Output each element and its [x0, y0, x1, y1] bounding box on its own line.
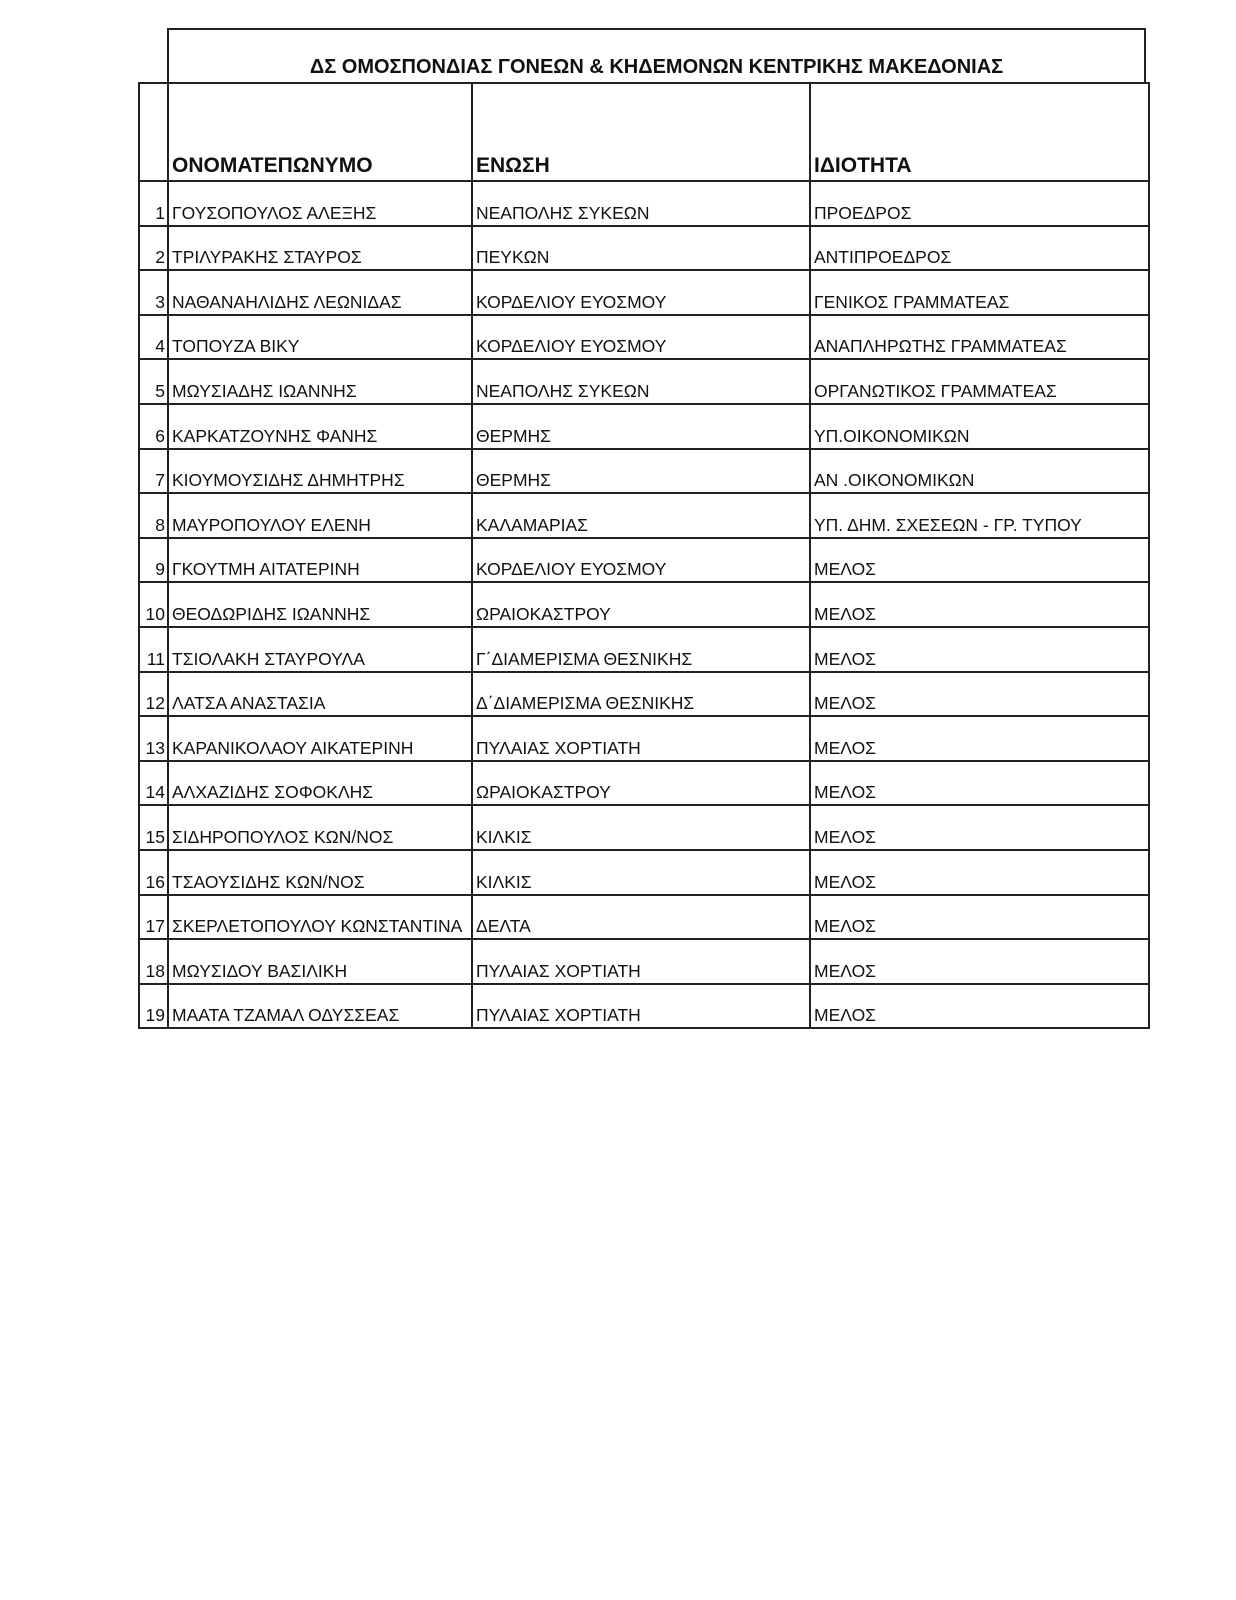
member-role: ΜΕΛΟΣ — [810, 538, 1149, 583]
members-table-body — [139, 181, 1149, 1028]
row-number: 6 — [139, 404, 168, 449]
table-row — [139, 850, 1149, 895]
column-header-role: ΙΔΙΟΤΗΤΑ — [810, 83, 1149, 181]
member-union: ΚΙΛΚΙΣ — [472, 850, 810, 895]
row-number: 8 — [139, 493, 168, 538]
member-name: ΤΡΙΛΥΡΑΚΗΣ ΣΤΑΥΡΟΣ — [168, 226, 472, 271]
member-role: ΜΕΛΟΣ — [810, 716, 1149, 761]
member-name: ΜΩΥΣΙΑΔΗΣ ΙΩΑΝΝΗΣ — [168, 359, 472, 404]
row-number: 10 — [139, 582, 168, 627]
member-name: ΛΑΤΣΑ ΑΝΑΣΤΑΣΙΑ — [168, 672, 472, 717]
member-union: ΠΥΛΑΙΑΣ ΧΟΡΤΙΑΤΗ — [472, 939, 810, 984]
table-row — [139, 493, 1149, 538]
member-union: ΘΕΡΜΗΣ — [472, 449, 810, 494]
row-number: 14 — [139, 761, 168, 806]
row-number: 2 — [139, 226, 168, 271]
member-name: ΤΣΙΟΛΑΚΗ ΣΤΑΥΡΟΥΛΑ — [168, 627, 472, 672]
member-name: ΣΚΕΡΛΕΤΟΠΟΥΛΟΥ ΚΩΝΣΤΑΝΤΙΝΑ — [168, 895, 472, 940]
member-role: ΜΕΛΟΣ — [810, 761, 1149, 806]
member-name: ΣΙΔΗΡΟΠΟΥΛΟΣ ΚΩΝ/ΝΟΣ — [168, 805, 472, 850]
column-header-number — [139, 83, 168, 181]
member-union: ΚΑΛΑΜΑΡΙΑΣ — [472, 493, 810, 538]
table-row — [139, 939, 1149, 984]
member-name: ΤΣΑΟΥΣΙΔΗΣ ΚΩΝ/ΝΟΣ — [168, 850, 472, 895]
member-role: ΜΕΛΟΣ — [810, 627, 1149, 672]
table-row — [139, 805, 1149, 850]
member-name: ΚΙΟΥΜΟΥΣΙΔΗΣ ΔΗΜΗΤΡΗΣ — [168, 449, 472, 494]
table-row — [139, 716, 1149, 761]
row-number: 19 — [139, 984, 168, 1029]
row-number: 13 — [139, 716, 168, 761]
members-table — [138, 82, 1150, 1029]
member-role: ΠΡΟΕΔΡΟΣ — [810, 181, 1149, 226]
member-name: ΝΑΘΑΝΑΗΛΙΔΗΣ ΛΕΩΝΙΔΑΣ — [168, 270, 472, 315]
member-union: ΚΟΡΔΕΛΙΟΥ ΕΥΟΣΜΟΥ — [472, 538, 810, 583]
table-row — [139, 672, 1149, 717]
table-row — [139, 984, 1149, 1029]
member-role: ΜΕΛΟΣ — [810, 582, 1149, 627]
table-row — [139, 270, 1149, 315]
table-row — [139, 538, 1149, 583]
row-number: 1 — [139, 181, 168, 226]
row-number: 5 — [139, 359, 168, 404]
member-name: ΘΕΟΔΩΡΙΔΗΣ ΙΩΑΝΝΗΣ — [168, 582, 472, 627]
row-number: 4 — [139, 315, 168, 360]
board-members-sheet — [138, 28, 1148, 1029]
member-role: ΜΕΛΟΣ — [810, 984, 1149, 1029]
row-number: 7 — [139, 449, 168, 494]
member-role: ΜΕΛΟΣ — [810, 939, 1149, 984]
table-row — [139, 449, 1149, 494]
member-role: ΑΝΑΠΛΗΡΩΤΗΣ ΓΡΑΜΜΑΤΕΑΣ — [810, 315, 1149, 360]
member-name: ΚΑΡΑΝΙΚΟΛΑΟΥ ΑΙΚΑΤΕΡΙΝΗ — [168, 716, 472, 761]
table-row — [139, 627, 1149, 672]
member-role: ΥΠ. ΔΗΜ. ΣΧΕΣΕΩΝ - ΓΡ. ΤΥΠΟΥ — [810, 493, 1149, 538]
row-number: 11 — [139, 627, 168, 672]
member-union: ΚΙΛΚΙΣ — [472, 805, 810, 850]
table-row — [139, 226, 1149, 271]
table-row — [139, 181, 1149, 226]
member-union: ΝΕΑΠΟΛΗΣ ΣΥΚΕΩΝ — [472, 181, 810, 226]
header-row — [139, 83, 1149, 181]
member-role: ΜΕΛΟΣ — [810, 805, 1149, 850]
member-role: ΜΕΛΟΣ — [810, 672, 1149, 717]
row-number: 12 — [139, 672, 168, 717]
member-union: ΚΟΡΔΕΛΙΟΥ ΕΥΟΣΜΟΥ — [472, 315, 810, 360]
table-row — [139, 582, 1149, 627]
row-number: 9 — [139, 538, 168, 583]
table-row — [139, 895, 1149, 940]
column-header-union: ΕΝΩΣΗ — [472, 83, 810, 181]
member-union: ΠΥΛΑΙΑΣ ΧΟΡΤΙΑΤΗ — [472, 984, 810, 1029]
member-name: ΜΩΥΣΙΔΟΥ ΒΑΣΙΛΙΚΗ — [168, 939, 472, 984]
member-name: ΤΟΠΟΥΖΑ ΒΙΚΥ — [168, 315, 472, 360]
member-role: ΑΝ .ΟΙΚΟΝΟΜΙΚΩΝ — [810, 449, 1149, 494]
row-number: 3 — [139, 270, 168, 315]
member-union: Γ΄ΔΙΑΜΕΡΙΣΜΑ ΘΕΣΝΙΚΗΣ — [472, 627, 810, 672]
member-union: Δ΄ΔΙΑΜΕΡΙΣΜΑ ΘΕΣΝΙΚΗΣ — [472, 672, 810, 717]
column-header-name: ΟΝΟΜΑΤΕΠΩΝΥΜΟ — [168, 83, 472, 181]
member-role: ΜΕΛΟΣ — [810, 850, 1149, 895]
member-union: ΠΕΥΚΩΝ — [472, 226, 810, 271]
member-name: ΓΚΟΥΤΜΗ ΑΙΤΑΤΕΡΙΝΗ — [168, 538, 472, 583]
member-union: ΩΡΑΙΟΚΑΣΤΡΟΥ — [472, 761, 810, 806]
table-row — [139, 359, 1149, 404]
row-number: 18 — [139, 939, 168, 984]
row-number: 16 — [139, 850, 168, 895]
member-union: ΝΕΑΠΟΛΗΣ ΣΥΚΕΩΝ — [472, 359, 810, 404]
member-union: ΩΡΑΙΟΚΑΣΤΡΟΥ — [472, 582, 810, 627]
member-union: ΘΕΡΜΗΣ — [472, 404, 810, 449]
member-role: ΑΝΤΙΠΡΟΕΔΡΟΣ — [810, 226, 1149, 271]
member-union: ΚΟΡΔΕΛΙΟΥ ΕΥΟΣΜΟΥ — [472, 270, 810, 315]
table-row — [139, 404, 1149, 449]
member-role: ΥΠ.ΟΙΚΟΝΟΜΙΚΩΝ — [810, 404, 1149, 449]
member-name: ΜΑΥΡΟΠΟΥΛΟΥ ΕΛΕΝΗ — [168, 493, 472, 538]
table-row — [139, 315, 1149, 360]
member-name: ΚΑΡΚΑΤΖΟΥΝΗΣ ΦΑΝΗΣ — [168, 404, 472, 449]
row-number: 15 — [139, 805, 168, 850]
member-name: ΓΟΥΣΟΠΟΥΛΟΣ ΑΛΕΞΗΣ — [168, 181, 472, 226]
member-union: ΠΥΛΑΙΑΣ ΧΟΡΤΙΑΤΗ — [472, 716, 810, 761]
row-number: 17 — [139, 895, 168, 940]
member-name: ΑΛΧΑΖΙΔΗΣ ΣΟΦΟΚΛΗΣ — [168, 761, 472, 806]
member-union: ΔΕΛΤΑ — [472, 895, 810, 940]
table-row — [139, 761, 1149, 806]
member-role: ΓΕΝΙΚΟΣ ΓΡΑΜΜΑΤΕΑΣ — [810, 270, 1149, 315]
document-title: ΔΣ ΟΜΟΣΠΟΝΔΙΑΣ ΓΟΝΕΩΝ & ΚΗΔΕΜΟΝΩΝ ΚΕΝΤΡΙΚΗΣ ΜΑΚΕΔΟΝΙΑΣ — [167, 28, 1146, 82]
member-role: ΟΡΓΑΝΩΤΙΚΟΣ ΓΡΑΜΜΑΤΕΑΣ — [810, 359, 1149, 404]
member-name: ΜΑΑΤΑ ΤΖΑΜΑΛ ΟΔΥΣΣΕΑΣ — [168, 984, 472, 1029]
member-role: ΜΕΛΟΣ — [810, 895, 1149, 940]
